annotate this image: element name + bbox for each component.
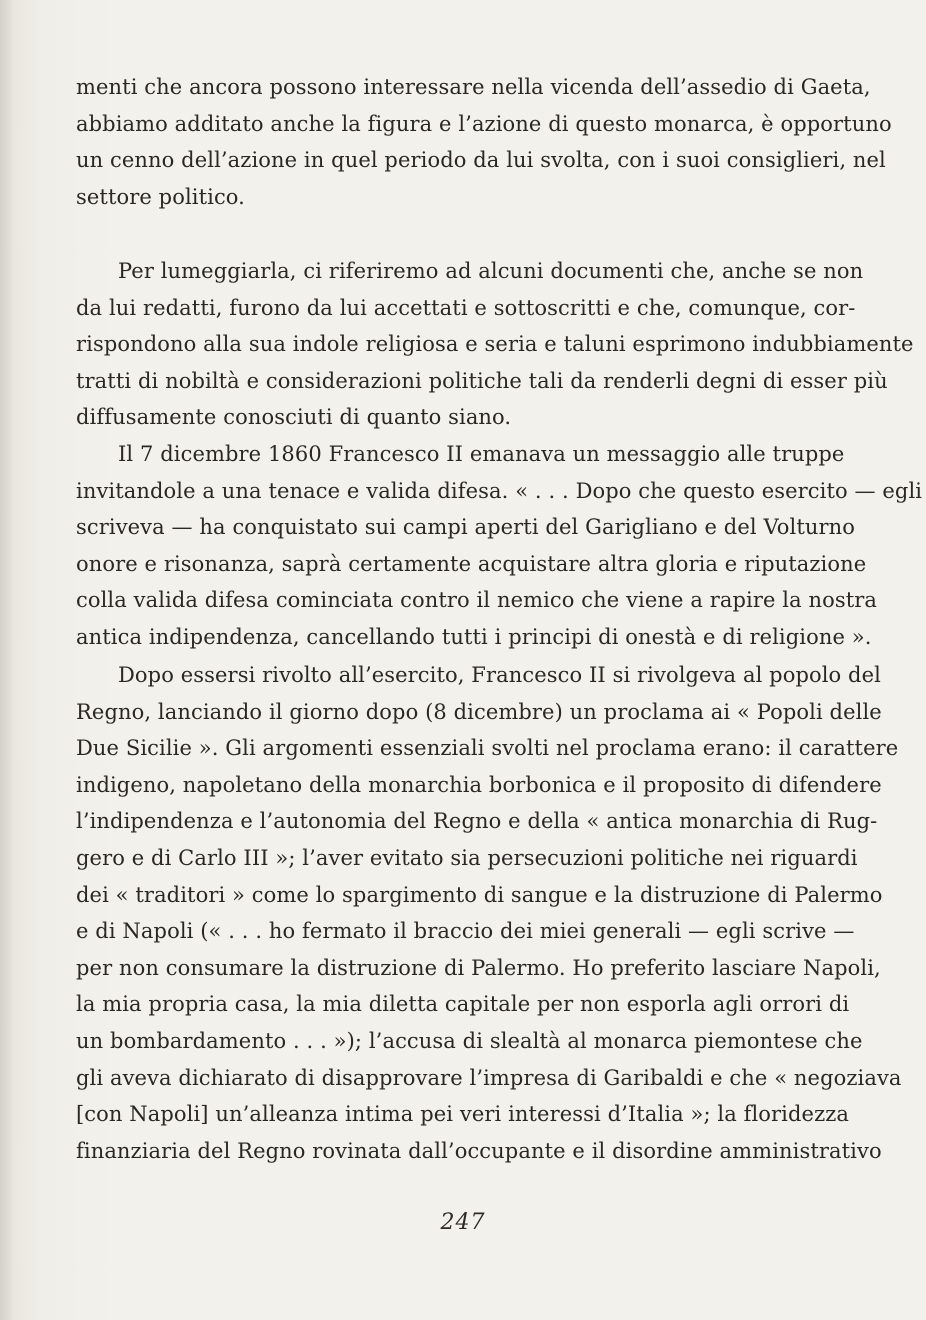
text-line: Regno, lanciando il giorno dopo (8 dicembre) un proclama ai « Popoli delle — [76, 699, 882, 724]
paragraph-3 — [76, 436, 923, 656]
text-line: menti che ancora possono interessare nella vicenda dell’assedio di Gaeta, — [76, 75, 871, 99]
text-line: abbiamo additato anche la figura e l’azione di questo monarca, è opportuno — [76, 111, 892, 136]
text-line: Per lumeggiarla, ci riferiremo ad alcuni documenti che, anche se non — [118, 259, 864, 283]
text-line: Dopo essersi rivolto all’esercito, Francesco II si rivolgeva al popolo del — [118, 663, 881, 687]
paragraph-1 — [76, 69, 892, 215]
text-line: per non consumare la distruzione di Palermo. Ho preferito lasciare Napoli, — [76, 955, 881, 980]
text-line: la mia propria casa, la mia diletta capitale per non esporla agli orrori di — [76, 992, 850, 1017]
text-line: dei « traditori » come lo spargimento di sangue e la distruzione di Palermo — [76, 882, 883, 907]
text-line: gero e di Carlo III »; l’aver evitato sia persecuzioni politiche nei riguardi — [76, 845, 858, 870]
text-line: un bombardamento . . . »); l’accusa di slealtà al monarca piemontese che — [76, 1028, 863, 1053]
page-number: 247 — [440, 1210, 486, 1235]
text-line: invitandole a una tenace e valida difesa. « . . . Dopo che questo esercito — egli — [76, 478, 923, 503]
text-line: da lui redatti, furono da lui accettati e sottoscritti e che, comunque, cor- — [76, 295, 856, 320]
text-line: antica indipendenza, cancellando tutti i principi di onestà e di religione ». — [76, 624, 872, 649]
text-line: Due Sicilie ». Gli argomenti essenziali svolti nel proclama erano: il carattere — [76, 736, 899, 761]
text-line: finanziaria del Regno rovinata dall’occupante e il disordine amministrativo — [76, 1138, 882, 1163]
text-line: tratti di nobiltà e considerazioni politiche tali da renderli degni di esser più — [76, 368, 888, 393]
text-line: l’indipendenza e l’autonomia del Regno e della « antica monarchia di Rug- — [76, 809, 878, 834]
text-line: onore e risonanza, saprà certamente acquistare altra gloria e riputazione — [76, 551, 867, 576]
paragraph-4 — [76, 657, 902, 1169]
text-line: settore politico. — [76, 184, 245, 209]
text-line: rispondono alla sua indole religiosa e seria e taluni esprimono indubbiamente — [76, 332, 914, 357]
page-gutter-shadow — [0, 0, 14, 1320]
text-line: un cenno dell’azione in quel periodo da lui svolta, con i suoi consiglieri, nel — [76, 148, 886, 173]
text-line: e di Napoli (« . . . ho fermato il braccio dei miei generali — egli scrive — — [76, 919, 855, 944]
text-line: Il 7 dicembre 1860 Francesco II emanava un messaggio alle truppe — [118, 442, 845, 466]
text-line: [con Napoli] un’alleanza intima pei veri interessi d’Italia »; la floridezza — [76, 1102, 850, 1127]
text-line: diffusamente conosciuti di quanto siano. — [76, 405, 512, 430]
text-line: indigeno, napoletano della monarchia borbonica e il proposito di difendere — [76, 772, 882, 797]
paragraph-2 — [76, 253, 914, 436]
text-line: colla valida difesa cominciata contro il nemico che viene a rapire la nostra — [76, 588, 878, 613]
text-line: scriveva — ha conquistato sui campi aperti del Garigliano e del Volturno — [76, 515, 856, 540]
text-line: gli aveva dichiarato di disapprovare l’impresa di Garibaldi e che « negoziava — [76, 1065, 902, 1090]
